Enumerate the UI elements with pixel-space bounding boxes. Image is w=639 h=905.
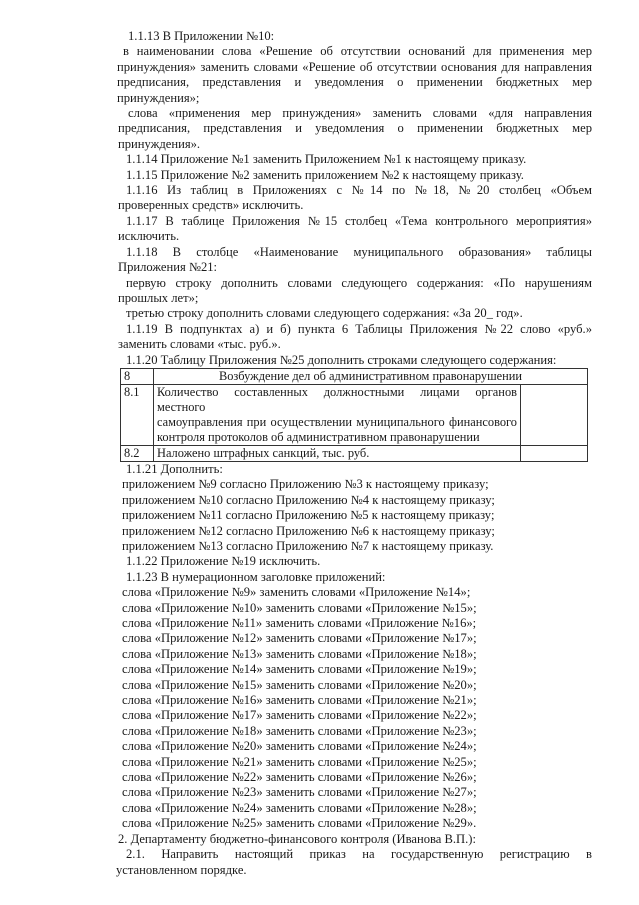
row-text [154, 384, 521, 445]
row-value-cell [521, 384, 588, 445]
clause-1-1-14: 1.1.14 Приложение №1 заменить Приложением №1 к настоящему приказу. [126, 152, 527, 167]
clause-1-1-13-a-line3: предписания, представления и уведомления о применении бюджетных мер принуждения»; [117, 75, 592, 105]
clause-1-1-23: 1.1.23 В нумерационном заголовке приложений: [126, 569, 386, 584]
clause-1-1-13-a-line1: в наименовании слова «Решение об отсутствии оснований для применения мер [123, 44, 592, 59]
list-item: слова «Приложение №21» заменить словами «Приложение №25»; [122, 754, 477, 769]
clause-1-1-17-line1: 1.1.17 В таблице Приложения №15 столбец «Тема контрольного мероприятия» [126, 213, 592, 228]
clause-1-1-18-line1: 1.1.18 В столбце «Наименование муниципального образования» таблицы [126, 244, 592, 259]
row-value-cell [521, 445, 588, 461]
table-row [121, 445, 588, 461]
row-text-line: контроля протоколов об административном правонарушении [157, 429, 480, 444]
list-item: слова «Приложение №13» заменить словами «Приложение №18»; [122, 646, 477, 661]
list-item: приложением №13 согласно Приложению №7 к настоящему приказу. [122, 538, 494, 553]
row-number: 8.1 [121, 384, 154, 445]
renumber-list [118, 585, 592, 832]
list-item: слова «Приложение №14» заменить словами «Приложение №19»; [122, 662, 477, 677]
row-number: 8.2 [121, 445, 154, 461]
clause-1-1-20: 1.1.20 Таблицу Приложения №25 дополнить строками следующего содержания: [126, 352, 557, 367]
list-item: слова «Приложение №18» заменить словами «Приложение №23»; [122, 723, 477, 738]
list-item: слова «Приложение №12» заменить словами «Приложение №17»; [122, 631, 477, 646]
added-rows-table [120, 368, 588, 462]
clause-1-1-18-a-line2: прошлых лет»; [118, 290, 199, 305]
clause-1-1-16-line2: проверенных средств» исключить. [118, 198, 304, 213]
clause-1-1-13-a-line2: принуждения» заменить словами «Решение об отсутствии основания для направления [117, 59, 592, 74]
list-item: слова «Приложение №15» заменить словами «Приложение №20»; [122, 677, 477, 692]
clause-1-1-19-line2: заменить словами «тыс. руб.». [118, 337, 281, 352]
row-text-line: самоуправления при осуществлении муниципального финансового [157, 414, 517, 429]
list-item: слова «Приложение №16» заменить словами «Приложение №21»; [122, 693, 477, 708]
clause-1-1-22: 1.1.22 Приложение №19 исключить. [126, 554, 321, 569]
clause-1-1-15: 1.1.15 Приложение №2 заменить приложением №2 к настоящему приказу. [126, 167, 524, 182]
table-row [121, 368, 588, 384]
list-item: слова «Приложение №23» заменить словами «Приложение №27»; [122, 785, 477, 800]
row-text-line: Количество составленных должностными лицами органов местного [157, 384, 517, 414]
list-item: слова «Приложение №9» заменить словами «Приложение №14»; [122, 585, 471, 600]
document-body [118, 29, 592, 878]
list-item: приложением №12 согласно Приложению №6 к настоящему приказу; [122, 523, 495, 538]
row-text: Возбуждение дел об административном правонарушении [154, 368, 588, 384]
clause-1-1-21: 1.1.21 Дополнить: [126, 461, 223, 476]
clause-1-1-16-line1: 1.1.16 Из таблиц в Приложениях с №14 по №18, №20 столбец «Объем [126, 183, 592, 198]
list-item: слова «Приложение №17» заменить словами «Приложение №22»; [122, 708, 477, 723]
clause-2-1-line1: 2.1. Направить настоящий приказ на государственную регистрацию в [126, 847, 592, 862]
list-item: слова «Приложение №10» заменить словами «Приложение №15»; [122, 600, 477, 615]
clause-1-1-13-b-line1: слова «применения мер принуждения» заменить словами «для направления [128, 106, 592, 121]
clause-1-1-19-line1: 1.1.19 В подпунктах а) и б) пункта 6 Таблицы Приложения №22 слово «руб.» [126, 321, 592, 336]
add-list [118, 477, 592, 554]
list-item: слова «Приложение №11» заменить словами «Приложение №16»; [122, 616, 477, 630]
list-item: приложением №11 согласно Приложению №5 к настоящему приказу; [122, 508, 495, 523]
list-item: приложением №9 согласно Приложению №3 к настоящему приказу; [122, 477, 489, 492]
clause-1-1-13: 1.1.13 В Приложении №10: [128, 29, 275, 43]
list-item: слова «Приложение №20» заменить словами «Приложение №24»; [122, 739, 477, 754]
list-item: приложением №10 согласно Приложению №4 к настоящему приказу; [122, 492, 495, 507]
clause-1-1-18-b: третью строку дополнить словами следующего содержания: «За 20_ год». [126, 306, 523, 321]
row-number: 8 [121, 368, 154, 384]
clause-1-1-17-line2: исключить. [118, 229, 180, 244]
list-item: слова «Приложение №22» заменить словами «Приложение №26»; [122, 770, 477, 785]
clause-2-1-line2: установленном порядке. [116, 862, 247, 877]
clause-1-1-13-b-line2: предписания, представления и уведомления о применении бюджетных мер принуждения». [118, 121, 592, 151]
list-item: слова «Приложение №24» заменить словами «Приложение №28»; [122, 800, 477, 815]
list-item: слова «Приложение №25» заменить словами «Приложение №29». [122, 816, 477, 831]
table-row [121, 384, 588, 445]
row-text: Наложено штрафных санкций, тыс. руб. [154, 445, 521, 461]
clause-2: 2. Департаменту бюджетно-финансового контроля (Иванова В.П.): [118, 831, 476, 846]
clause-1-1-18-line2: Приложения №21: [118, 260, 218, 275]
clause-1-1-18-a-line1: первую строку дополнить словами следующего содержания: «По нарушениям [126, 275, 592, 290]
